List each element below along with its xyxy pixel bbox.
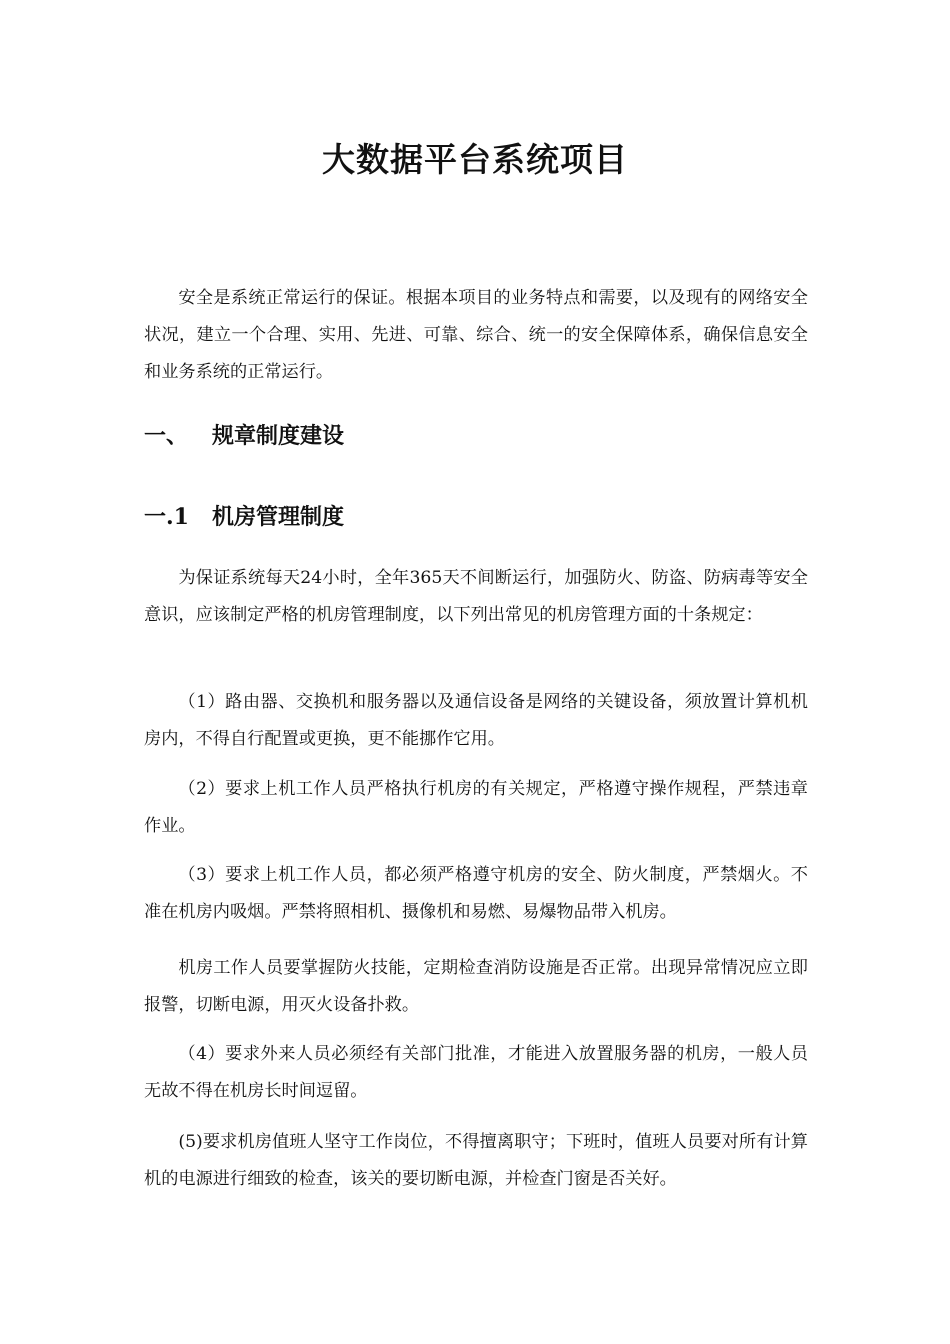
section-title: 规章制度建设 <box>212 423 345 449</box>
rule-item-5: (5)要求机房值班人坚守工作岗位，不得擅离职守；下班时，值班人员要对所有计算机的电源进行细致的检查，该关的要切断电源，并检查门窗是否关好。 <box>144 1132 808 1189</box>
subsection-title: 机房管理制度 <box>212 504 345 530</box>
paragraph: 为保证系统每天24小时，全年365天不间断运行，加强防火、防盗、防病毒等安全意识，应该制定严格的机房管理制度，以下列出常见的机房管理方面的十条规定： <box>144 568 808 625</box>
section-heading-1 <box>144 419 808 453</box>
rule-item-3: （3）要求上机工作人员，都必须严格遵守机房的安全、防火制度，严禁烟火。不准在机房内吸烟。严禁将照相机、摄像机和易燃、易爆物品带入机房。 <box>144 865 808 922</box>
intro-paragraph: 安全是系统正常运行的保证。根据本项目的业务特点和需要，以及现有的网络安全状况，建立一个合理、实用、先进、可靠、综合、统一的安全保障体系，确保信息安全和业务系统的正常运行。 <box>144 288 808 382</box>
paragraph: 机房工作人员要掌握防火技能，定期检查消防设施是否正常。出现异常情况应立即报警，切断电源，用灭火设备扑救。 <box>144 958 808 1015</box>
subsection-number: 一.1 <box>144 504 189 530</box>
rule-item-4: （4）要求外来人员必须经有关部门批准，才能进入放置服务器的机房，一般人员无故不得在机房长时间逗留。 <box>144 1044 808 1101</box>
rule-item-2: （2）要求上机工作人员严格执行机房的有关规定，严格遵守操作规程，严禁违章作业。 <box>144 779 808 836</box>
document-title: 大数据平台系统项目 <box>322 140 628 179</box>
rule-item-1: （1）路由器、交换机和服务器以及通信设备是网络的关键设备，须放置计算机机房内，不得自行配置或更换，更不能挪作它用。 <box>144 692 808 749</box>
subsection-heading-1-1 <box>144 500 808 534</box>
section-number: 一、 <box>144 423 189 449</box>
